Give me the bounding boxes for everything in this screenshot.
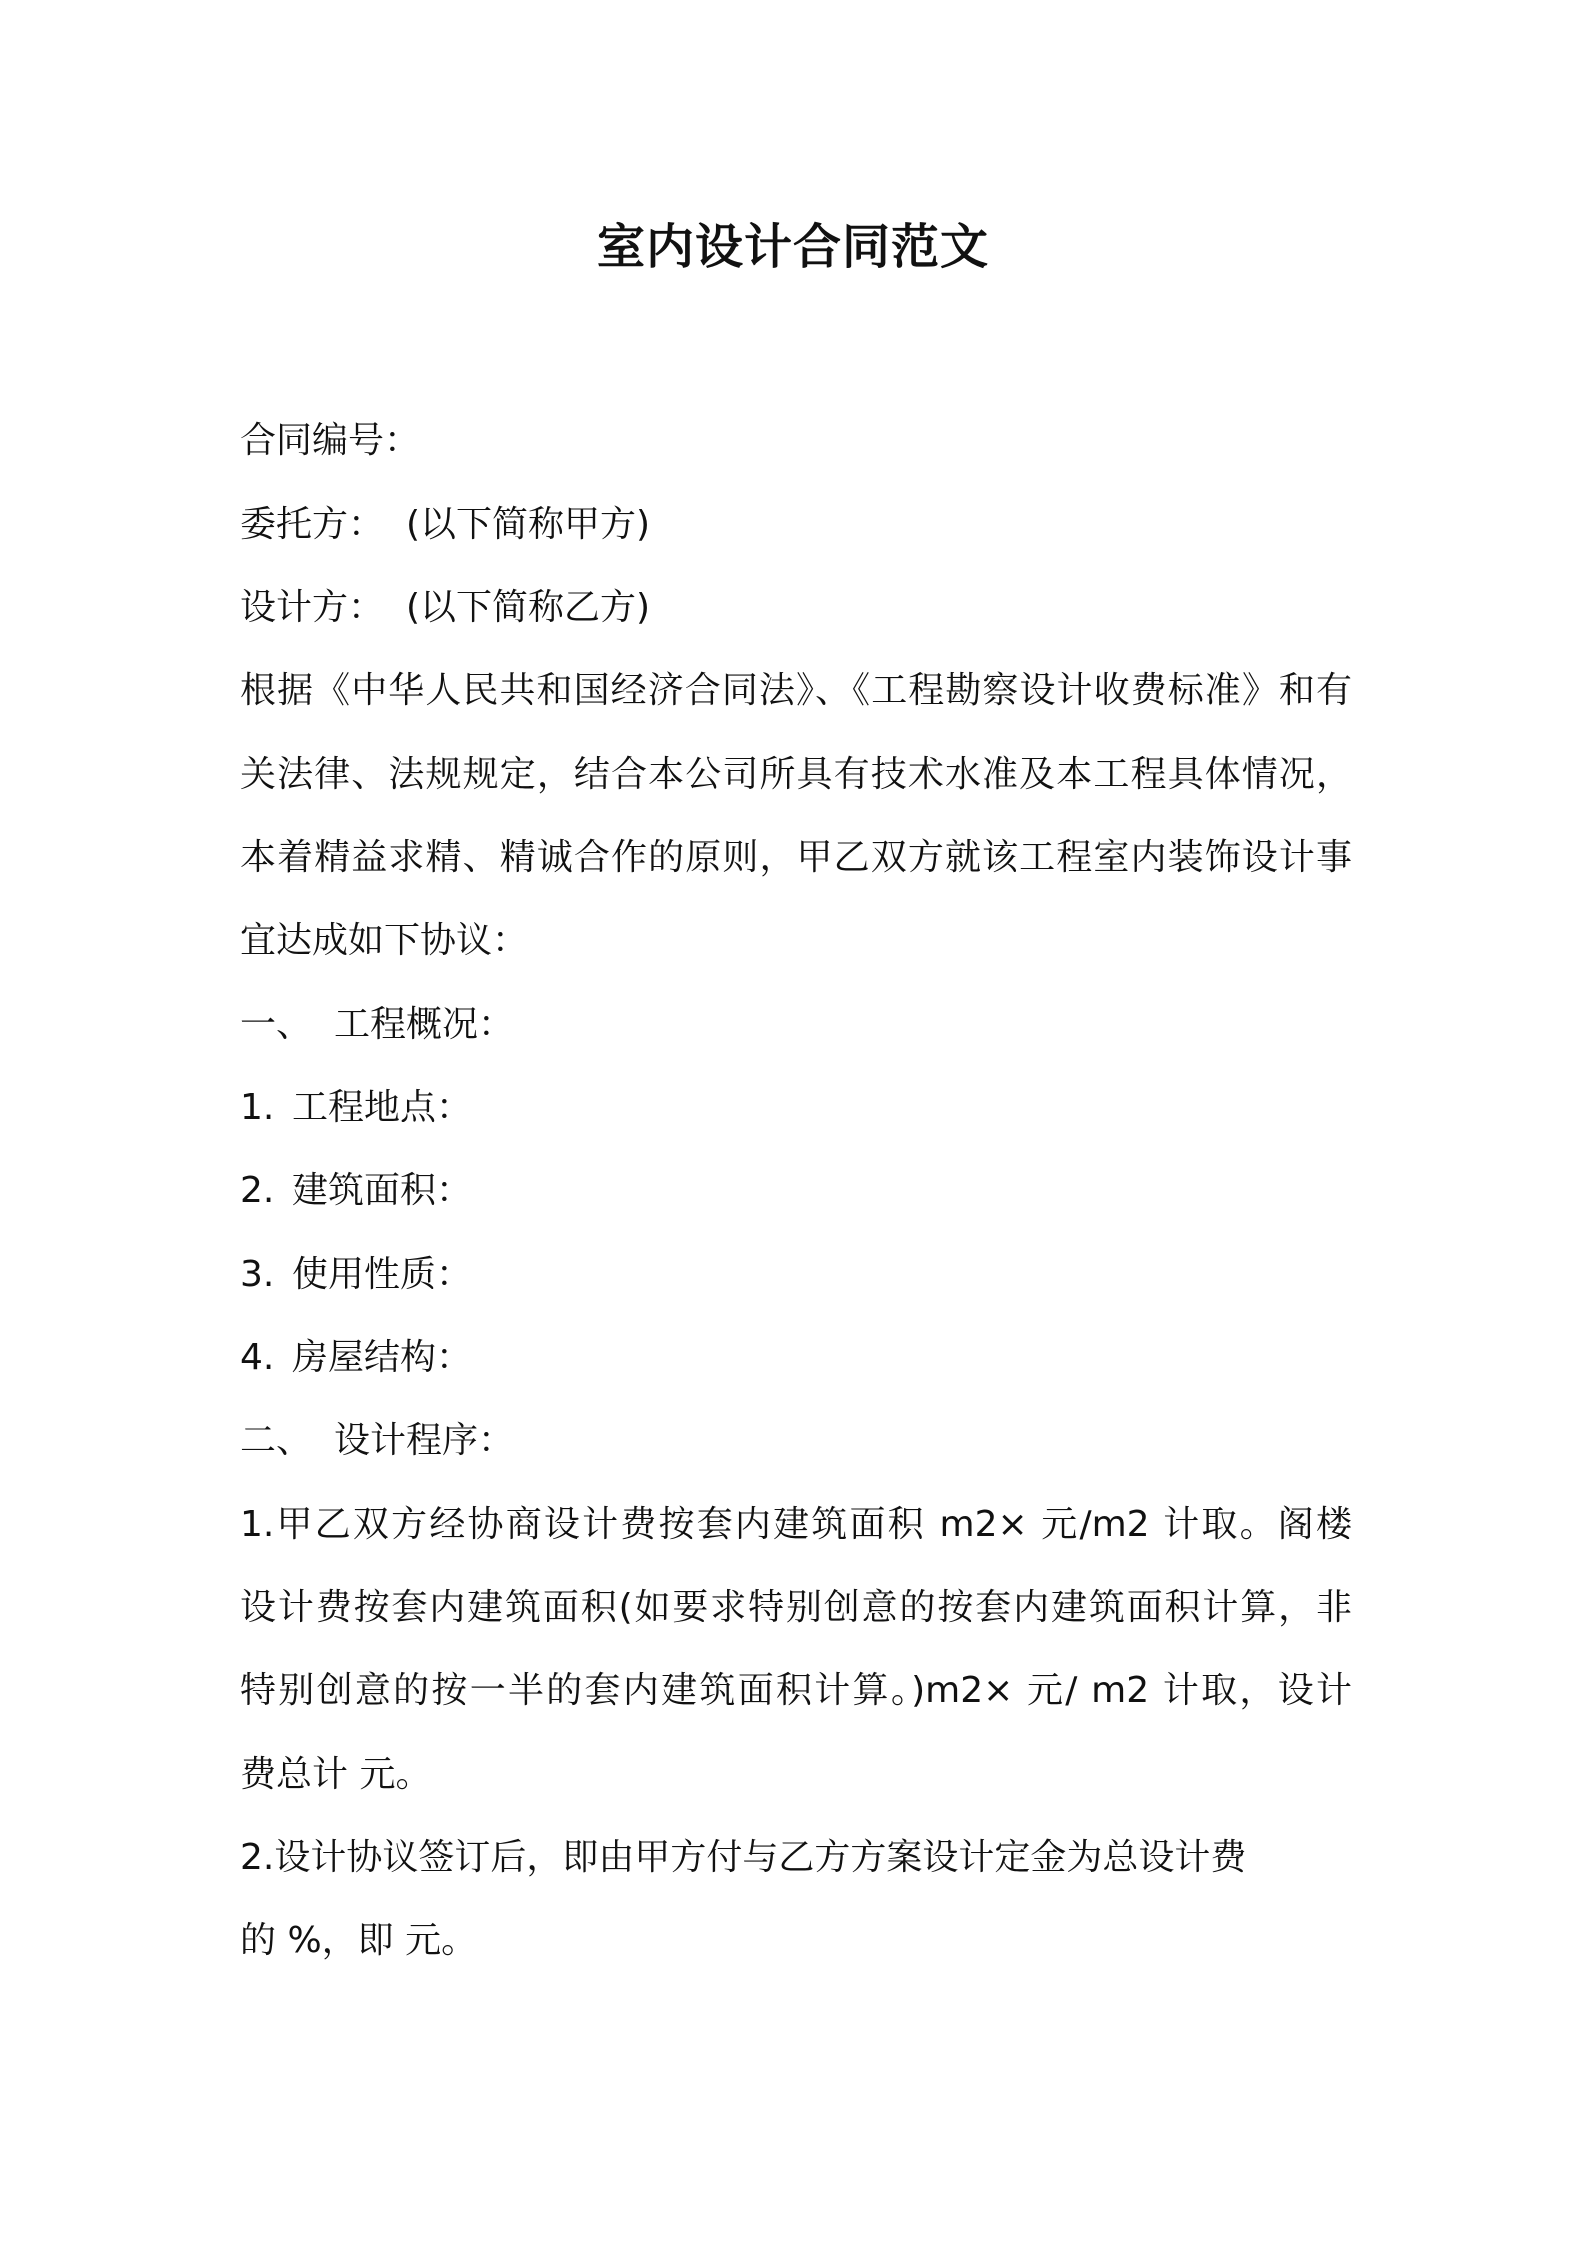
contract-number-label: 合同编号： [240, 420, 421, 461]
item-number: 1. [240, 1087, 275, 1128]
fee-paragraph-line-2: 设计费按套内建筑面积(如要求特别创意的按套内建筑面积计算，非 [240, 1587, 1352, 1628]
item-label: 房屋结构： [292, 1337, 473, 1378]
designer-label: 设计方： [240, 587, 385, 628]
section-1-title: 工程概况： [334, 1004, 515, 1045]
fee-paragraph-line-3: 特别创意的按一半的套内建筑面积计算。)m2× 元/ m2 计取，设计 [240, 1670, 1352, 1711]
item-label: 建筑面积： [292, 1170, 473, 1211]
client-note: (以下简称甲方) [406, 504, 651, 545]
item-number: 4. [240, 1337, 275, 1378]
fee-paragraph-line-4: 费总计 元。 [240, 1754, 432, 1795]
client-field [240, 497, 650, 553]
item-number: 2. [240, 1170, 275, 1211]
intro-line-4: 宜达成如下协议： [240, 920, 529, 961]
contract-number-field [240, 413, 420, 469]
deposit-paragraph-line-1: 2.设计协议签订后，即由甲方付与乙方方案设计定金为总设计费 [240, 1837, 1247, 1878]
intro-line-2: 关法律、法规规定，结合本公司所具有技术水准及本工程具体情况， [240, 754, 1352, 795]
intro-line-3: 本着精益求精、精诚合作的原则，甲乙双方就该工程室内装饰设计事 [240, 837, 1352, 878]
fee-paragraph-line-1: 1.甲乙双方经协商设计费按套内建筑面积 m2× 元/m2 计取。阁楼 [240, 1504, 1352, 1545]
deposit-paragraph-line-2: 的 %，即 元。 [240, 1920, 478, 1961]
item-number: 3. [240, 1254, 275, 1295]
section-1-item [240, 1330, 472, 1386]
intro-line-1: 根据《中华人民共和国经济合同法》、《工程勘察设计收费标准》和有 [240, 670, 1352, 711]
item-label: 工程地点： [292, 1087, 473, 1128]
designer-note: (以下简称乙方) [406, 587, 651, 628]
item-label: 使用性质： [292, 1254, 473, 1295]
designer-field [240, 580, 650, 636]
document-title: 室内设计合同范文 [596, 219, 989, 275]
section-1-item [240, 1163, 472, 1219]
section-2-title: 设计程序： [334, 1420, 515, 1461]
section-2-heading [240, 1413, 514, 1469]
section-1-heading [240, 997, 514, 1053]
section-1-item [240, 1247, 472, 1303]
section-1-marker: 一、 [240, 1004, 313, 1045]
client-label: 委托方： [240, 504, 385, 545]
section-2-marker: 二、 [240, 1420, 313, 1461]
section-1-item [240, 1080, 472, 1136]
